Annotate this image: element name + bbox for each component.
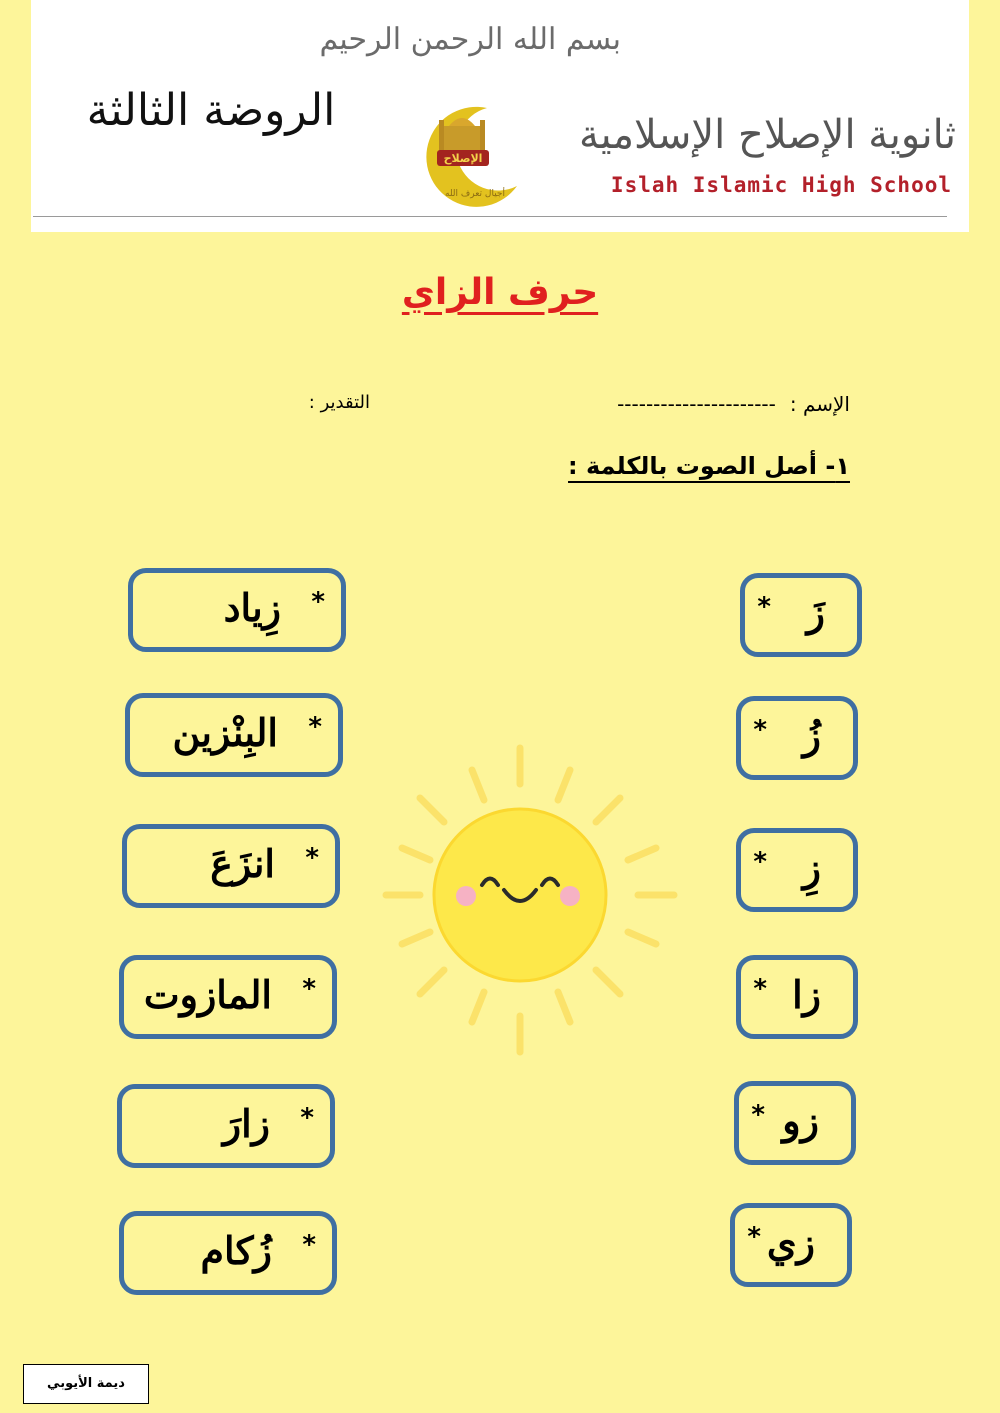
bullet-star: * [311,587,325,617]
author-credit: ديمة الأيوبي [23,1364,149,1404]
name-field[interactable] [530,392,850,416]
bullet-star: * [302,1230,316,1260]
bullet-star: * [751,1100,765,1130]
bullet-star: * [302,974,316,1004]
bullet-star: * [753,715,767,745]
word-box[interactable] [122,824,340,908]
word-text: البِنْزين [172,710,278,755]
word-box[interactable] [125,693,343,777]
school-logo [399,98,539,208]
kindergarten-level: الروضة الثالثة [86,85,336,136]
word-box[interactable] [117,1084,335,1168]
sound-text: زِ [802,845,821,890]
sound-text: زا [792,972,821,1017]
word-text: زِياد [223,585,281,630]
sound-text: زَ [806,590,825,635]
word-box[interactable] [119,1211,337,1295]
smiling-sun-icon [380,740,680,1060]
worksheet-title: حرف الزاي [401,272,599,313]
word-box[interactable] [119,955,337,1039]
grade-label: التقدير : [308,392,370,413]
header-divider [33,216,947,217]
word-box[interactable] [128,568,346,652]
bullet-star: * [753,847,767,877]
sound-box[interactable] [734,1081,856,1165]
school-header [31,0,969,232]
bullet-star: * [300,1103,314,1133]
sound-text: زُ [802,713,821,758]
name-blank: ---------------------- [617,392,776,416]
word-text: زارَ [222,1101,270,1146]
logo-motto: أجيال تعرف الله [445,189,505,199]
bullet-star: * [308,712,322,742]
sound-text: زي [766,1220,815,1265]
sound-box[interactable] [736,828,858,912]
name-label: الإسم : [789,392,850,416]
bullet-star: * [753,974,767,1004]
sound-box[interactable] [740,573,862,657]
school-name-english: Islah Islamic High School [610,173,952,197]
bullet-star: * [757,592,771,622]
sound-text: زو [782,1098,819,1143]
word-text: زُكام [200,1228,272,1273]
logo-label: الإصلاح [443,152,483,165]
school-name-arabic: ثانوية الإصلاح الإسلامية [579,112,956,158]
bullet-star: * [305,843,319,873]
word-text: انزَعَ [210,841,275,886]
sound-box[interactable] [730,1203,852,1287]
bullet-star: * [747,1222,761,1252]
basmala-calligraphy: بسم الله الرحمن الرحيم [319,22,621,57]
instruction-text: ١- أصل الصوت بالكلمة : [568,452,850,480]
sound-box[interactable] [736,696,858,780]
word-text: المازوت [143,972,272,1017]
sound-box[interactable] [736,955,858,1039]
